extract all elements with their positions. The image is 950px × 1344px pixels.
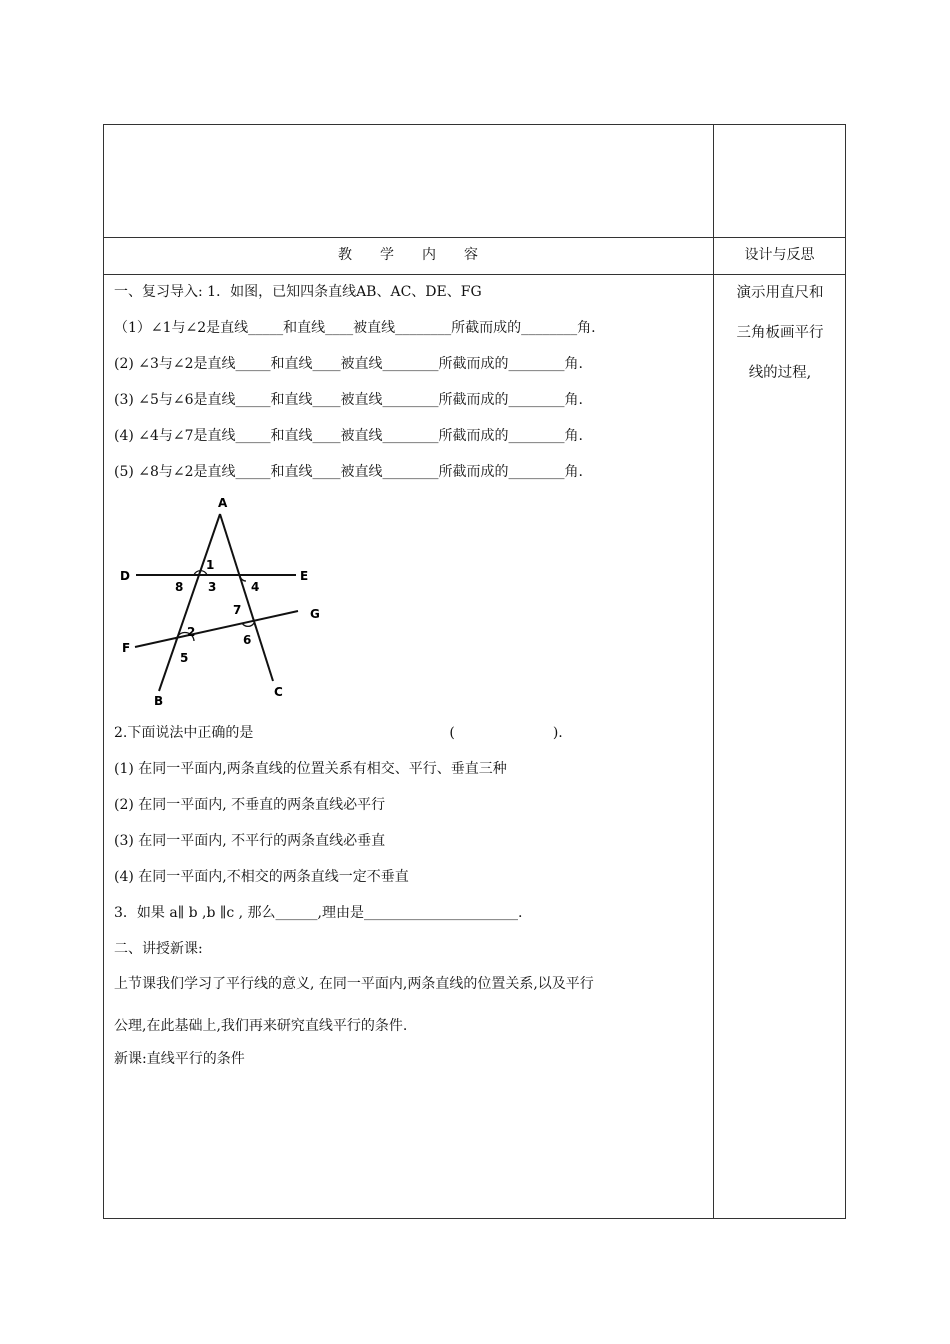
section1-intro: 一、复习导入: 1．如图，已知四条直线AB、AC、DE、FG: [114, 284, 482, 300]
question1-item-1: （1）∠1与∠2是直线_____和直线____被直线________所截而成的________角.: [114, 320, 596, 336]
question2-option-1: (1) 在同一平面内,两条直线的位置关系有相交、平行、垂直三种: [114, 761, 507, 777]
angle-label-7: 7: [233, 603, 242, 617]
section2-title: 二、讲授新课:: [114, 941, 203, 957]
line-ac: [220, 514, 273, 681]
question2-option-2: (2) 在同一平面内, 不垂直的两条直线必平行: [114, 797, 386, 813]
angle-label-8: 8: [175, 580, 184, 594]
angle-label-6: 6: [243, 633, 252, 647]
point-label-e: E: [300, 569, 309, 583]
geometry-figure: [114, 491, 334, 706]
question2-stem: 2.下面说法中正确的是 ( ).: [114, 725, 563, 741]
row-divider-header-bottom: [103, 274, 846, 275]
side-note-line-3: 线的过程,: [748, 365, 812, 381]
column-divider: [713, 124, 714, 1219]
header-side: 设计与反思: [744, 247, 815, 263]
angle-label-2: 2: [187, 625, 196, 639]
row-divider-header-top: [103, 237, 846, 238]
angle-label-1: 1: [206, 558, 215, 572]
point-label-f: F: [122, 641, 131, 655]
angle-label-5: 5: [180, 651, 189, 665]
point-label-a: A: [218, 496, 228, 510]
section2-paragraph-line-2: 公理,在此基础上,我们再来研究直线平行的条件.: [114, 1018, 408, 1034]
section2-paragraph-line-1: 上节课我们学习了平行线的意义, 在同一平面内,两条直线的位置关系,以及平行: [114, 976, 594, 992]
side-note-line-2: 三角板画平行: [736, 325, 824, 341]
point-label-b: B: [154, 694, 164, 706]
line-fg: [135, 611, 298, 647]
header-main: 教 学 内 容: [338, 247, 478, 263]
question3: 3．如果 a∥ b ,b ∥c , 那么______,理由是______________________.: [114, 905, 523, 921]
question1-item-3: (3) ∠5与∠6是直线_____和直线____被直线________所截而成的________角.: [114, 392, 584, 408]
line-ab: [159, 514, 220, 691]
question1-item-2: (2) ∠3与∠2是直线_____和直线____被直线________所截而成的________角.: [114, 356, 584, 372]
angle-label-3: 3: [208, 580, 217, 594]
side-note-line-1: 演示用直尺和: [736, 285, 824, 301]
point-label-c: C: [274, 685, 283, 699]
question2-option-3: (3) 在同一平面内, 不平行的两条直线必垂直: [114, 833, 386, 849]
question1-item-5: (5) ∠8与∠2是直线_____和直线____被直线________所截而成的________角.: [114, 464, 584, 480]
point-label-g: G: [310, 607, 320, 621]
question1-item-4: (4) ∠4与∠7是直线_____和直线____被直线________所截而成的________角.: [114, 428, 584, 444]
point-label-d: D: [120, 569, 130, 583]
new-lesson-title: 新课:直线平行的条件: [114, 1051, 245, 1067]
question2-option-4: (4) 在同一平面内,不相交的两条直线一定不垂直: [114, 869, 409, 885]
angle-label-4: 4: [251, 580, 260, 594]
